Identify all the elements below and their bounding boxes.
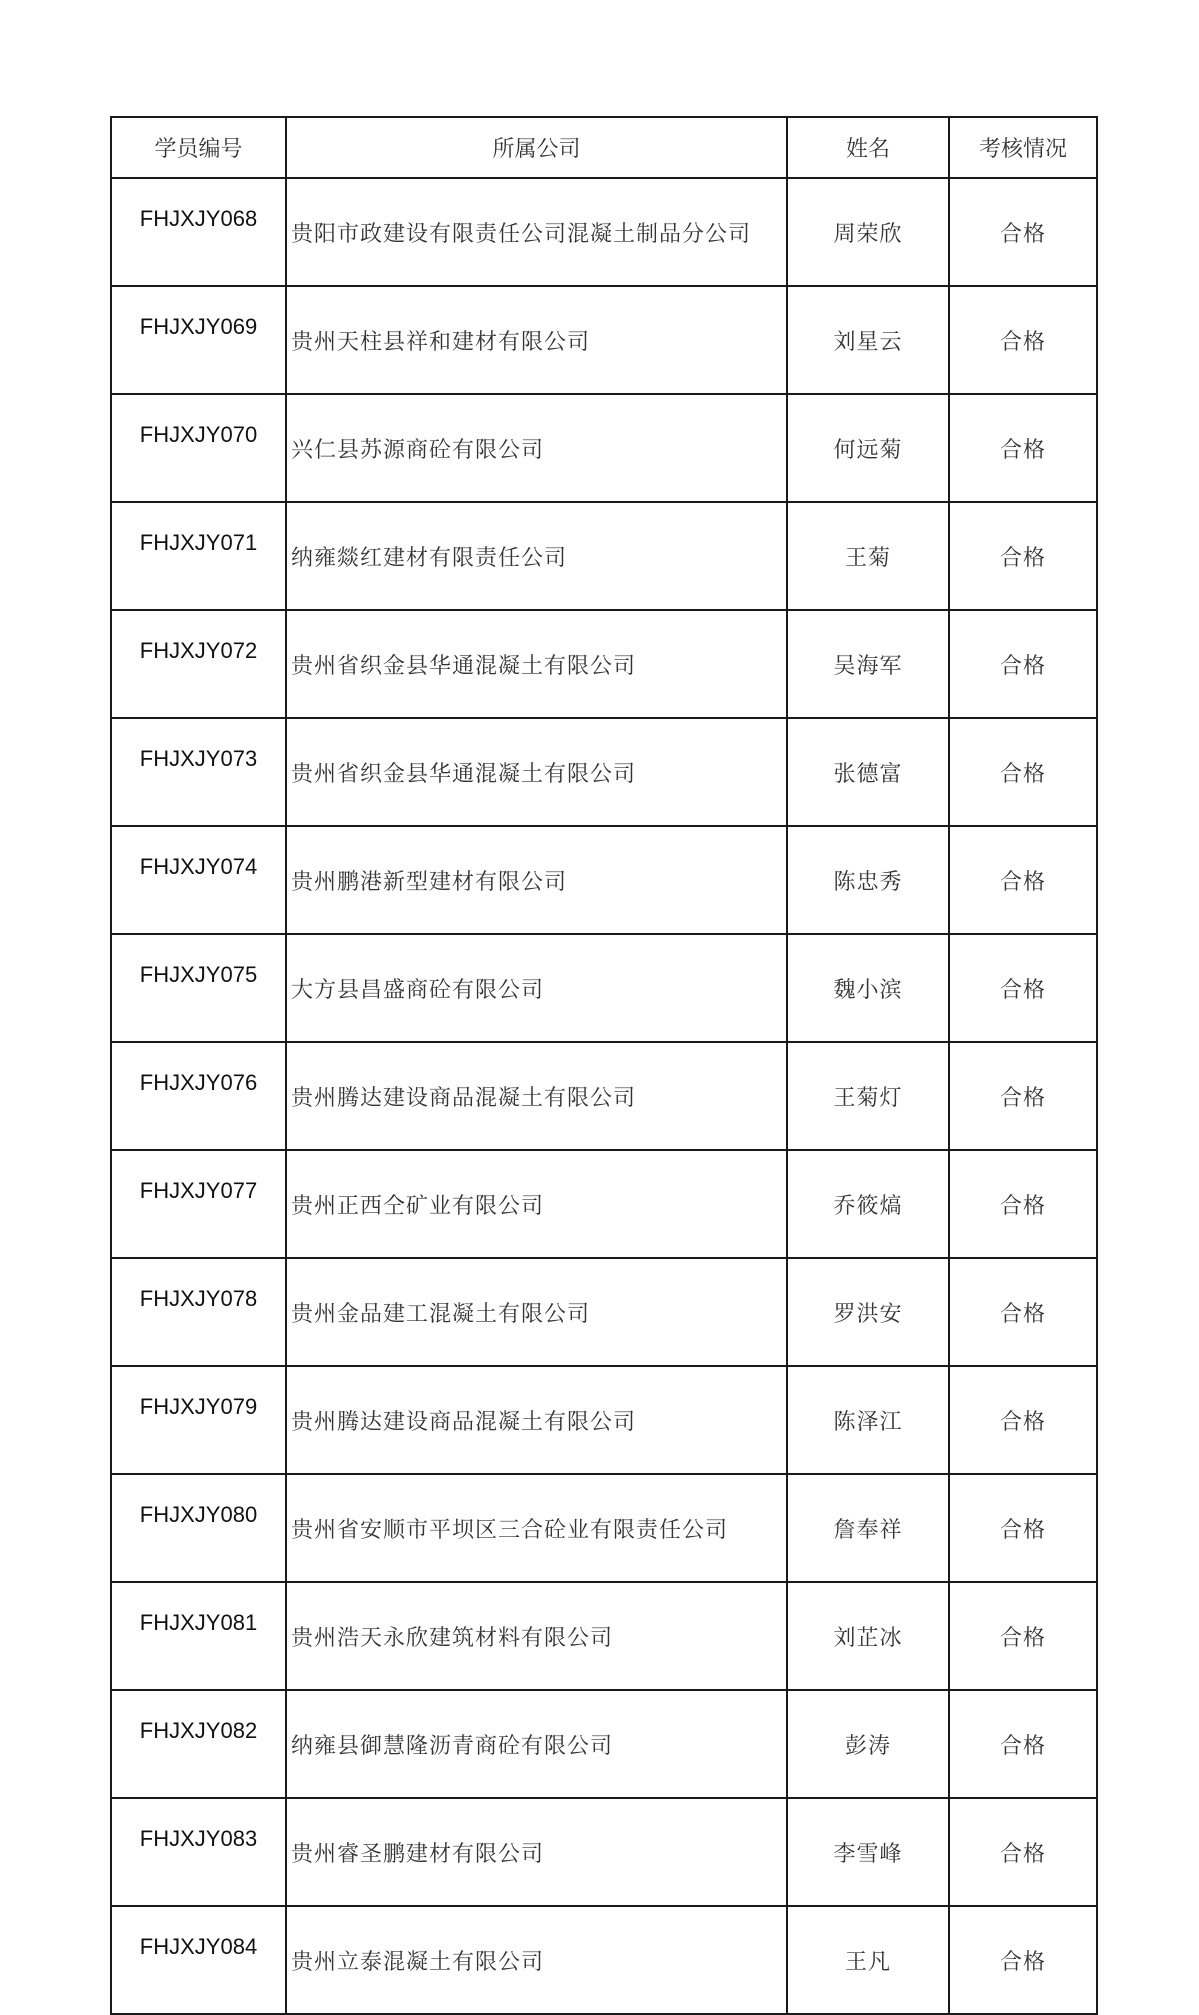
- assessment-status-cell: 合格: [949, 1906, 1097, 2014]
- table-row: [111, 610, 1097, 718]
- assessment-status-cell: 合格: [949, 1474, 1097, 1582]
- assessment-status-cell: 合格: [949, 1366, 1097, 1474]
- trainee-id-cell: FHJXJY083: [111, 1798, 286, 1906]
- trainee-name-cell: 周荣欣: [787, 178, 949, 286]
- trainee-id-cell: FHJXJY069: [111, 286, 286, 394]
- trainee-name-cell: 彭涛: [787, 1690, 949, 1798]
- table-row: [111, 394, 1097, 502]
- trainee-id-cell: FHJXJY080: [111, 1474, 286, 1582]
- assessment-status-cell: 合格: [949, 502, 1097, 610]
- table-row: [111, 1366, 1097, 1474]
- trainee-assessment-table: [110, 116, 1098, 2015]
- assessment-status-cell: 合格: [949, 1582, 1097, 1690]
- company-cell: 贵州鹏港新型建材有限公司: [286, 826, 787, 934]
- company-cell: 贵州立泰混凝土有限公司: [286, 1906, 787, 2014]
- assessment-status-cell: 合格: [949, 394, 1097, 502]
- company-cell: 贵州腾达建设商品混凝土有限公司: [286, 1366, 787, 1474]
- trainee-id-cell: FHJXJY082: [111, 1690, 286, 1798]
- trainee-name-cell: 李雪峰: [787, 1798, 949, 1906]
- trainee-id-cell: FHJXJY075: [111, 934, 286, 1042]
- trainee-name-cell: 何远菊: [787, 394, 949, 502]
- table-row: [111, 826, 1097, 934]
- assessment-status-cell: 合格: [949, 826, 1097, 934]
- trainee-id-cell: FHJXJY077: [111, 1150, 286, 1258]
- table-row: [111, 1474, 1097, 1582]
- trainee-id-cell: FHJXJY081: [111, 1582, 286, 1690]
- company-cell: 贵州正西仝矿业有限公司: [286, 1150, 787, 1258]
- company-cell: 贵州省安顺市平坝区三合砼业有限责任公司: [286, 1474, 787, 1582]
- header-row: [111, 117, 1097, 178]
- company-cell: 纳雍县御慧隆沥青商砼有限公司: [286, 1690, 787, 1798]
- assessment-status-cell: 合格: [949, 178, 1097, 286]
- trainee-name-cell: 魏小滨: [787, 934, 949, 1042]
- table-row: [111, 1690, 1097, 1798]
- trainee-name-cell: 罗洪安: [787, 1258, 949, 1366]
- trainee-id-cell: FHJXJY073: [111, 718, 286, 826]
- table-row: [111, 1798, 1097, 1906]
- trainee-name-cell: 王凡: [787, 1906, 949, 2014]
- trainee-name-cell: 刘星云: [787, 286, 949, 394]
- table-row: [111, 1258, 1097, 1366]
- company-cell: 贵州省织金县华通混凝土有限公司: [286, 718, 787, 826]
- trainee-id-cell: FHJXJY078: [111, 1258, 286, 1366]
- trainee-name-cell: 陈忠秀: [787, 826, 949, 934]
- table-row: [111, 1906, 1097, 2014]
- header-trainee-id: 学员编号: [111, 117, 286, 178]
- trainee-id-cell: FHJXJY076: [111, 1042, 286, 1150]
- assessment-status-cell: 合格: [949, 1150, 1097, 1258]
- company-cell: 贵州浩天永欣建筑材料有限公司: [286, 1582, 787, 1690]
- table-row: [111, 502, 1097, 610]
- table-row: [111, 1150, 1097, 1258]
- trainee-name-cell: 陈泽江: [787, 1366, 949, 1474]
- trainee-id-cell: FHJXJY079: [111, 1366, 286, 1474]
- trainee-id-cell: FHJXJY072: [111, 610, 286, 718]
- assessment-status-cell: 合格: [949, 1690, 1097, 1798]
- header-company: 所属公司: [286, 117, 787, 178]
- trainee-name-cell: 詹奉祥: [787, 1474, 949, 1582]
- company-cell: 贵州腾达建设商品混凝土有限公司: [286, 1042, 787, 1150]
- company-cell: 贵州金品建工混凝土有限公司: [286, 1258, 787, 1366]
- table-row: [111, 934, 1097, 1042]
- assessment-status-cell: 合格: [949, 286, 1097, 394]
- assessment-status-cell: 合格: [949, 1798, 1097, 1906]
- header-assessment-status: 考核情况: [949, 117, 1097, 178]
- trainee-id-cell: FHJXJY071: [111, 502, 286, 610]
- trainee-name-cell: 王菊: [787, 502, 949, 610]
- trainee-name-cell: 张德富: [787, 718, 949, 826]
- trainee-name-cell: 吴海军: [787, 610, 949, 718]
- trainee-id-cell: FHJXJY070: [111, 394, 286, 502]
- trainee-id-cell: FHJXJY084: [111, 1906, 286, 2014]
- assessment-status-cell: 合格: [949, 1042, 1097, 1150]
- trainee-id-cell: FHJXJY068: [111, 178, 286, 286]
- assessment-status-cell: 合格: [949, 718, 1097, 826]
- assessment-status-cell: 合格: [949, 610, 1097, 718]
- assessment-status-cell: 合格: [949, 934, 1097, 1042]
- company-cell: 贵阳市政建设有限责任公司混凝土制品分公司: [286, 178, 787, 286]
- table-row: [111, 178, 1097, 286]
- company-cell: 贵州睿圣鹏建材有限公司: [286, 1798, 787, 1906]
- header-name: 姓名: [787, 117, 949, 178]
- assessment-status-cell: 合格: [949, 1258, 1097, 1366]
- table-row: [111, 1582, 1097, 1690]
- trainee-id-cell: FHJXJY074: [111, 826, 286, 934]
- trainee-name-cell: 乔筱熇: [787, 1150, 949, 1258]
- trainee-name-cell: 王菊灯: [787, 1042, 949, 1150]
- table-row: [111, 1042, 1097, 1150]
- table-row: [111, 286, 1097, 394]
- table-row: [111, 718, 1097, 826]
- company-cell: 大方县昌盛商砼有限公司: [286, 934, 787, 1042]
- company-cell: 贵州天柱县祥和建材有限公司: [286, 286, 787, 394]
- company-cell: 纳雍燚红建材有限责任公司: [286, 502, 787, 610]
- table-body: [111, 178, 1097, 2014]
- company-cell: 兴仁县苏源商砼有限公司: [286, 394, 787, 502]
- company-cell: 贵州省织金县华通混凝土有限公司: [286, 610, 787, 718]
- trainee-name-cell: 刘芷冰: [787, 1582, 949, 1690]
- table-header: [111, 117, 1097, 178]
